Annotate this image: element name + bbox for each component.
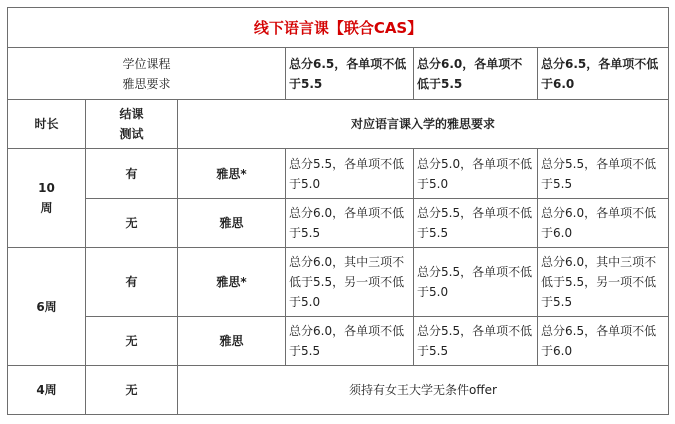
table-title: 线下语言课【联合CAS】 — [8, 8, 669, 48]
req-cell: 总分5.5，各单项不低于5.5 — [538, 149, 669, 199]
exam-type-cell: 雅思* — [178, 149, 286, 199]
req-cell: 总分6.0，各单项不低于5.5 — [286, 317, 414, 366]
exam-type-cell: 雅思 — [178, 199, 286, 248]
offer-requirement-cell: 须持有女王大学无条件offer — [178, 366, 669, 415]
end-test-cell: 无 — [86, 317, 178, 366]
req-cell: 总分5.5，各单项不低于5.5 — [414, 199, 538, 248]
req-cell: 总分5.5，各单项不低于5.5 — [414, 317, 538, 366]
duration-header: 时长 — [8, 100, 86, 149]
req-cell: 总分6.0，各单项不低于5.5 — [286, 199, 414, 248]
duration-6-weeks: 6周 — [8, 248, 86, 366]
end-test-cell: 有 — [86, 149, 178, 199]
end-test-cell: 无 — [86, 199, 178, 248]
duration-10-weeks: 10周 — [8, 149, 86, 248]
duration-4-weeks: 4周 — [8, 366, 86, 415]
degree-req-col1: 总分6.5，各单项不低于5.5 — [286, 48, 414, 100]
exam-type-cell: 雅思 — [178, 317, 286, 366]
req-cell: 总分6.0，各单项不低于6.0 — [538, 199, 669, 248]
degree-req-col3: 总分6.5，各单项不低于6.0 — [538, 48, 669, 100]
degree-req-col2: 总分6.0，各单项不低于5.5 — [414, 48, 538, 100]
end-test-header: 结课测试 — [86, 100, 178, 149]
req-cell: 总分6.5，各单项不低于6.0 — [538, 317, 669, 366]
req-cell: 总分5.5，各单项不低于5.0 — [414, 248, 538, 317]
course-label-line1: 学位课程 — [122, 56, 171, 71]
language-req-header: 对应语言课入学的雅思要求 — [178, 100, 669, 149]
degree-course-header — [8, 48, 286, 100]
req-cell: 总分6.0，其中三项不低于5.5，另一项不低于5.5 — [538, 248, 669, 317]
course-label-line2: 雅思要求 — [122, 76, 171, 91]
req-cell: 总分6.0，其中三项不低于5.5，另一项不低于5.0 — [286, 248, 414, 317]
language-course-table — [7, 7, 669, 415]
exam-type-cell: 雅思* — [178, 248, 286, 317]
req-cell: 总分5.0，各单项不低于5.0 — [414, 149, 538, 199]
end-test-cell: 有 — [86, 248, 178, 317]
end-test-cell: 无 — [86, 366, 178, 415]
req-cell: 总分5.5，各单项不低于5.0 — [286, 149, 414, 199]
